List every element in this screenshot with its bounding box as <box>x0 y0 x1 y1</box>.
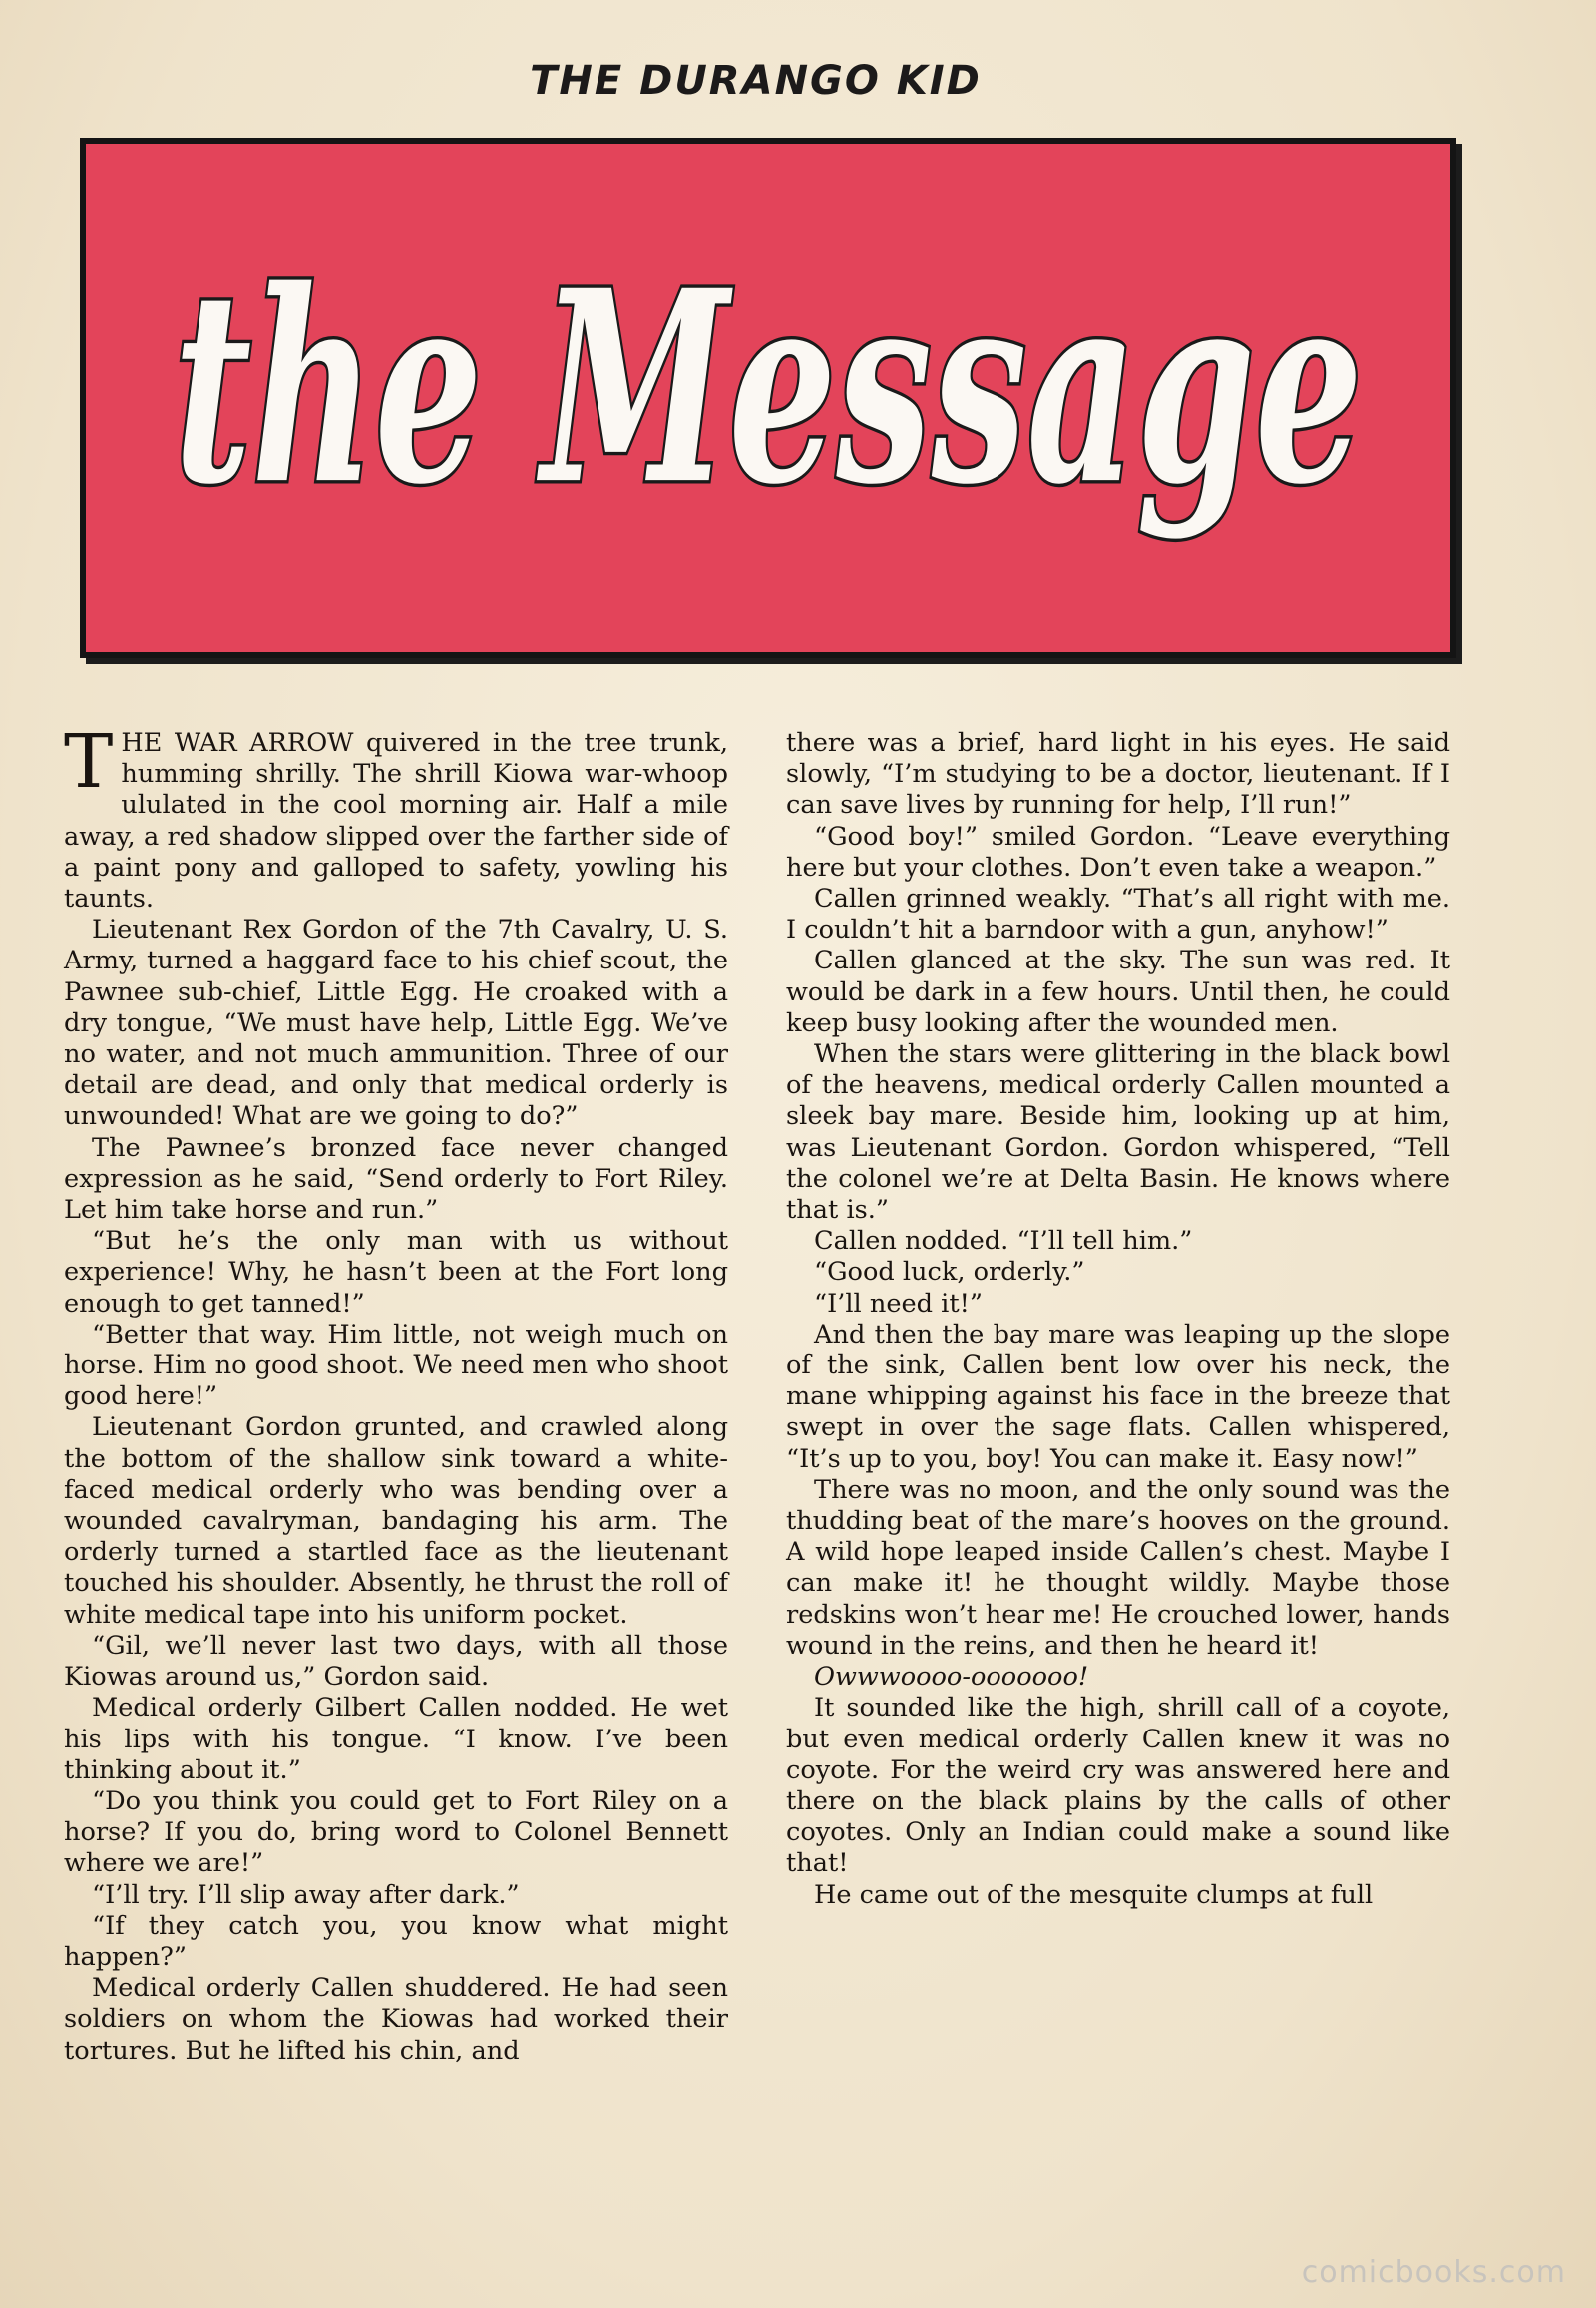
story-paragraph: “I’ll need it!” <box>814 1288 983 1319</box>
story-paragraph: Callen nodded. “I’ll tell him.” <box>814 1226 1193 1257</box>
watermark: comicbooks.com <box>1301 2255 1566 2290</box>
story-title-art <box>86 144 1450 652</box>
story-title: the Message <box>174 233 1363 544</box>
story-paragraph: “Good boy!” smiled Gordon. “Leave everything here but your clothes. Don’t even take a weapon.” <box>786 821 1450 883</box>
story-paragraph: Callen grinned weakly. “That’s all right with me. I couldn’t hit a barndoor with a gun, anyhow!” <box>786 884 1450 946</box>
story-paragraph: It sounded like the high, shrill call of a coyote, but even medical orderly Callen knew it was no coyote. For the weird cry was answered here and there on the black plains by the calls of other coyotes. Only an Indian could make a sound like that! <box>786 1693 1450 1879</box>
story-paragraph: Medical orderly Callen shuddered. He had seen soldiers on whom the Kiowas had worked their tortures. But he lifted his chin, and <box>64 1973 728 2066</box>
story-paragraph: The Pawnee’s bronzed face never changed expression as he said, “Send orderly to Fort Riley. Let him take horse and run.” <box>64 1132 728 1226</box>
story-paragraph: And then the bay mare was leaping up the slope of the sink, Callen bent low over his neck, the mane whipping against his face in the breeze that swept in over the sage flats. Callen whispered, “It’s up to you, boy! You can make it. Easy now!” <box>786 1319 1450 1474</box>
story-paragraph: “Good luck, orderly.” <box>814 1257 1085 1288</box>
story-paragraph: When the stars were glittering in the black bowl of the heavens, medical orderly Callen mounted a sleek bay mare. Beside him, looking up at him, was Lieutenant Gordon. Gordon whispered, “Tell the colonel we’re at Delta Basin. He knows where that is.” <box>786 1039 1450 1226</box>
story-paragraph: “But he’s the only man with us without experience! Why, he hasn’t been at the Fort long enough to get tanned!” <box>64 1226 728 1319</box>
story-paragraph: Callen glanced at the sky. The sun was red. It would be dark in a few hours. Until then, he could keep busy looking after the wounded men. <box>786 946 1450 1038</box>
story-paragraph: Owwwoooo-ooooooo! <box>814 1662 1089 1693</box>
story-paragraph: there was a brief, hard light in his eyes. He said slowly, “I’m studying to be a doctor, lieutenant. If I can save lives by running for help, I’ll run!” <box>786 728 1450 821</box>
story-paragraph: He came out of the mesquite clumps at full <box>814 1879 1374 1910</box>
story-column-right <box>786 728 1450 1911</box>
story-paragraph <box>64 719 728 915</box>
story-paragraph: “I’ll try. I’ll slip away after dark.” <box>92 1879 520 1910</box>
story-paragraph: Medical orderly Gilbert Callen nodded. He wet his lips with his tongue. “I know. I’ve been thinking about it.” <box>64 1693 728 1785</box>
story-paragraph: “If they catch you, you know what might happen?” <box>64 1910 728 1972</box>
story-paragraph: “Better that way. Him little, not weigh much on horse. Him no good shoot. We need men who shoot good here!” <box>64 1319 728 1412</box>
series-title: THE DURANGO KID <box>530 58 982 104</box>
paragraph-text: HE WAR ARROW quivered in the tree trunk, humming shrilly. The shrill Kiowa war-whoop ululated in the cool morning air. Half a mile away, a red shadow slipped over the farther side of a paint pony and galloped to safety, yowling his taunts. <box>64 728 728 915</box>
story-paragraph: “Do you think you could get to Fort Riley on a horse? If you do, bring word to Colonel Bennett where we are!” <box>64 1785 728 1879</box>
story-column-left <box>64 719 728 2067</box>
drop-cap: T <box>64 719 114 805</box>
story-paragraph: There was no moon, and the only sound was the thudding beat of the mare’s hooves on the ground. A wild hope leaped inside Callen’s chest. Maybe I can make it! he thought wildly. Maybe those redskins won’t hear me! He crouched lower, hands wound in the reins, and then he heard it! <box>786 1474 1450 1661</box>
story-paragraph: Lieutenant Rex Gordon of the 7th Cavalry, U. S. Army, turned a haggard face to his chief scout, the Pawnee sub-chief, Little Egg. He croaked with a dry tongue, “We must have help, Little Egg. We’ve no water, and not much ammunition. Three of our detail are dead, and only that medical orderly is unwounded! What are we going to do?” <box>64 915 728 1132</box>
story-paragraph: “Gil, we’ll never last two days, with all those Kiowas around us,” Gordon said. <box>64 1630 728 1693</box>
story-paragraph: Lieutenant Gordon grunted, and crawled along the bottom of the shallow sink toward a white-faced medical orderly who was bending over a wounded cavalryman, bandaging his arm. The orderly turned a startled face as the lieutenant touched his shoulder. Absently, he thrust the roll of white medical tape into his uniform pocket. <box>64 1412 728 1630</box>
title-panel <box>80 138 1456 658</box>
